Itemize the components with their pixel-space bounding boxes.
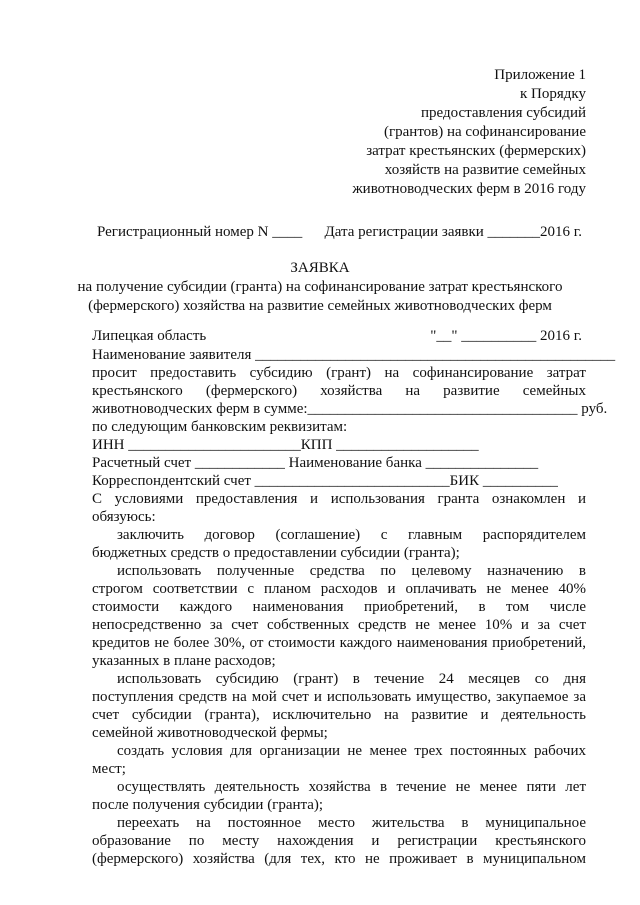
body-line: по следующим банковским реквизитам:: [92, 419, 348, 435]
appendix-line: затрат крестьянских (фермерских): [366, 143, 586, 159]
appendix-line: хозяйств на развитие семейных: [384, 162, 586, 178]
appendix-line: предоставления субсидий: [420, 105, 586, 121]
appendix-line: (грантов) на софинансирование: [383, 124, 586, 140]
body-line: животноводческих ферм в сумме:____________________________________ руб.: [92, 401, 608, 417]
obligation-line: стоимости каждого наименования приобретений, в том числе: [92, 599, 586, 615]
body-line: обязуюсь:: [92, 509, 156, 525]
account-bank-line: Расчетный счет ____________ Наименование банка _______________: [92, 455, 539, 471]
registration-number: Регистрационный номер N ____: [97, 224, 303, 240]
appendix-line: Приложение 1: [494, 67, 586, 83]
appendix-line: животноводческих ферм в 2016 году: [352, 181, 586, 197]
obligation-line: бюджетных средств о предоставлении субсидии (гранта);: [92, 545, 460, 561]
obligation-line: переехать на постоянное место жительства в муниципальное: [117, 815, 586, 831]
corr-account-bik-line: Корреспондентский счет __________________________БИК __________: [92, 473, 558, 489]
obligation-line: указанных в плане расходов;: [92, 653, 276, 669]
obligation-line: поступления средств на мой счет и использовать имущество, закупаемое за: [92, 689, 586, 705]
registration-date: Дата регистрации заявки _______2016 г.: [324, 224, 582, 240]
obligation-line: кредитов не более 30%, от стоимости каждого наименования приобретений,: [92, 635, 586, 651]
obligation-line: строгом соответствии с планом расходов и оплачивать не менее 40%: [92, 581, 586, 597]
obligation-line: (фермерского) хозяйства (для тех, кто не проживает в муниципальном: [92, 851, 586, 867]
obligation-line: создать условия для организации не менее трех постоянных рабочих: [117, 743, 586, 759]
obligation-line: использовать полученные средства по целевому назначению в: [117, 563, 586, 579]
obligation-line: мест;: [92, 761, 126, 777]
obligation-line: счет субсидии (гранта), исключительно на развитие и деятельность: [92, 707, 586, 723]
obligation-line: использовать субсидию (грант) в течение 24 месяцев со дня: [117, 671, 586, 687]
obligation-line: непосредственно за счет собственных средств не менее 10% и за счет: [92, 617, 586, 633]
appendix-line: к Порядку: [520, 86, 586, 102]
date-line: "__" __________ 2016 г.: [430, 328, 582, 344]
obligation-line: семейной животноводческой фермы;: [92, 725, 328, 741]
body-line: крестьянского (фермерского) хозяйства на развитие семейных: [92, 383, 586, 399]
obligation-line: заключить договор (соглашение) с главным распорядителем: [117, 527, 586, 543]
obligation-line: осуществлять деятельность хозяйства в течение не менее пяти лет: [117, 779, 586, 795]
applicant-name-line: Наименование заявителя ________________________________________________: [92, 347, 616, 363]
body-line: С условиями предоставления и использования гранта ознакомлен и: [92, 491, 586, 507]
document-title: ЗАЯВКА: [290, 260, 350, 276]
obligation-line: образование по месту нахождения и регистрации крестьянского: [92, 833, 586, 849]
body-line: просит предоставить субсидию (грант) на софинансирование затрат: [92, 365, 586, 381]
inn-kpp-line: ИНН _______________________КПП ___________________: [92, 437, 479, 453]
document-subtitle: (фермерского) хозяйства на развитие семейных животноводческих ферм: [88, 298, 552, 314]
obligation-line: после получения субсидии (гранта);: [92, 797, 324, 813]
region: Липецкая область: [92, 328, 207, 344]
document-subtitle: на получение субсидии (гранта) на софинансирование затрат крестьянского: [77, 279, 563, 295]
